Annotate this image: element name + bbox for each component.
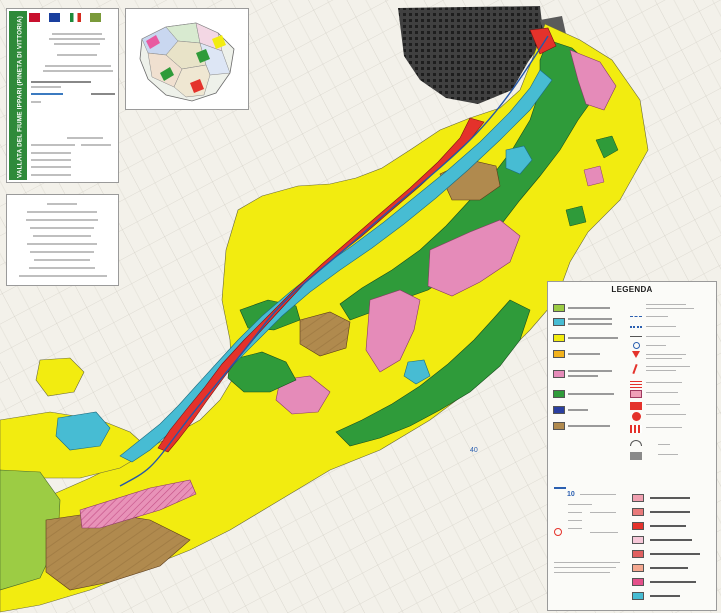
credits-line (30, 227, 94, 229)
legend-text (568, 370, 612, 372)
legend-text (568, 409, 588, 411)
legend-swatch-peach (632, 564, 644, 572)
title-text-line (31, 159, 71, 161)
legend-text (658, 454, 678, 455)
credits-line (19, 275, 107, 277)
title-text-line (31, 86, 61, 88)
legend-text (590, 532, 618, 533)
logo-row (29, 13, 115, 26)
legend-text (554, 567, 616, 568)
legend-text (650, 567, 688, 569)
legend-text (568, 375, 598, 377)
legend-text (568, 504, 592, 505)
credits-line (27, 243, 97, 245)
legend-symbol-wavy (630, 326, 642, 328)
region-logo-icon (29, 13, 40, 22)
eu-flag-icon (49, 13, 60, 22)
title-text-line (45, 65, 111, 67)
legend-text (646, 336, 680, 337)
credits-line (33, 235, 91, 237)
legend-swatch-cyan-hatched (553, 318, 565, 326)
legend-text (568, 323, 612, 325)
legend-symbol-stripes (630, 380, 642, 388)
title-text-line (43, 70, 113, 72)
legend-text (646, 345, 666, 346)
legend-symbol-red-cross-icon (554, 528, 562, 536)
title-text-line (91, 93, 115, 95)
legend-text (646, 414, 686, 415)
title-strip (9, 11, 27, 180)
legend-text (646, 370, 676, 371)
legend-text (590, 512, 616, 513)
agency-logo-icon (90, 13, 101, 22)
legend-text (646, 354, 686, 355)
map-title: VALLATA DEL FIUME IPPARI (PINETA DI VITTORIA) (16, 16, 24, 178)
legend-swatch-light-green (553, 304, 565, 312)
legend-swatch-rose (632, 550, 644, 558)
title-text-line (31, 81, 91, 83)
legend-text (568, 512, 582, 513)
location-inset-panel (125, 8, 249, 110)
legend-header-text (646, 304, 686, 305)
legend-text (568, 307, 610, 309)
legend-swatch-green (553, 390, 565, 398)
pink-spot-east (584, 166, 604, 186)
credits-line (30, 251, 94, 253)
legend-symbol-line (630, 316, 642, 318)
legend-text (650, 539, 692, 541)
legend-text (650, 497, 690, 499)
title-text-line (31, 166, 71, 168)
legend-text (650, 595, 680, 597)
title-text-line (31, 174, 71, 176)
legend-swatch-pink (553, 370, 565, 378)
legend-symbol-gray-box (630, 452, 642, 460)
legend-text (646, 392, 678, 393)
legend-symbol-erosion (630, 336, 642, 338)
legend-symbol-red-box (630, 402, 642, 410)
credits-line (47, 203, 77, 205)
legend-text (568, 393, 614, 395)
legend-text (568, 425, 610, 427)
legend-swatch-brown (553, 422, 565, 430)
title-text-line (31, 152, 71, 154)
title-panel (6, 8, 119, 183)
legend-swatch-blue (553, 406, 565, 414)
title-text-line (57, 54, 97, 56)
legend-symbol-circle-icon (633, 342, 640, 349)
italy-flag-icon (70, 13, 81, 22)
legend-text (646, 366, 690, 367)
legend-swatch-red (632, 522, 644, 530)
credits-line (26, 219, 98, 221)
title-text-line (31, 101, 41, 103)
legend-symbol-red-circle-icon (632, 412, 641, 421)
legend-text (568, 318, 612, 320)
legend-text (658, 444, 670, 445)
location-inset-map (126, 9, 248, 109)
legend-text (568, 528, 582, 529)
title-text-line (31, 93, 63, 95)
credits-line (29, 267, 95, 269)
legend-swatch-light-pink (632, 494, 644, 502)
legend-text (650, 581, 696, 583)
legend-text (646, 316, 668, 317)
legend-text (554, 572, 610, 573)
legend-text (650, 553, 700, 555)
legend-symbol-slash-icon (632, 364, 637, 374)
legend-symbol-pink-box (630, 390, 642, 398)
spot-height-label: 40 (470, 447, 478, 454)
legend-text (568, 353, 600, 355)
legend-text (646, 427, 682, 428)
legend-symbol-triangle-icon (632, 351, 640, 358)
legend-swatch-salmon (632, 508, 644, 516)
legend-swatch-magenta (632, 578, 644, 586)
title-text-line (54, 43, 100, 45)
legend-text (568, 520, 582, 521)
legend-text (646, 326, 676, 327)
legend-title: LEGENDA (611, 285, 653, 294)
legend-number: 10 (567, 491, 575, 498)
legend-text (650, 525, 686, 527)
legend-text (646, 358, 682, 359)
legend-symbol-red-stripe (630, 425, 642, 433)
legend-text (646, 382, 682, 383)
legend-text (554, 562, 620, 563)
legend-symbol-blue-line (554, 487, 566, 489)
title-text-line (31, 144, 75, 146)
legend-swatch-orange (553, 350, 565, 358)
legend-text (568, 337, 618, 339)
title-text-line (81, 144, 111, 146)
legend-text (580, 494, 616, 495)
title-text-line (67, 137, 103, 139)
legend-swatch-yellow (553, 334, 565, 342)
title-text-line (49, 38, 105, 40)
credits-line (34, 259, 90, 261)
green-spot-2 (566, 206, 586, 226)
legend-swatch-sky (632, 592, 644, 600)
title-text-line (52, 33, 102, 35)
legend-swatch-pale-pink (632, 536, 644, 544)
legend-panel (547, 281, 717, 611)
credits-panel (6, 194, 119, 286)
legend-text (646, 404, 680, 405)
legend-symbol-arc-icon (630, 440, 642, 446)
legend-header-text (646, 308, 694, 309)
legend-text (650, 511, 690, 513)
credits-line (27, 211, 97, 213)
